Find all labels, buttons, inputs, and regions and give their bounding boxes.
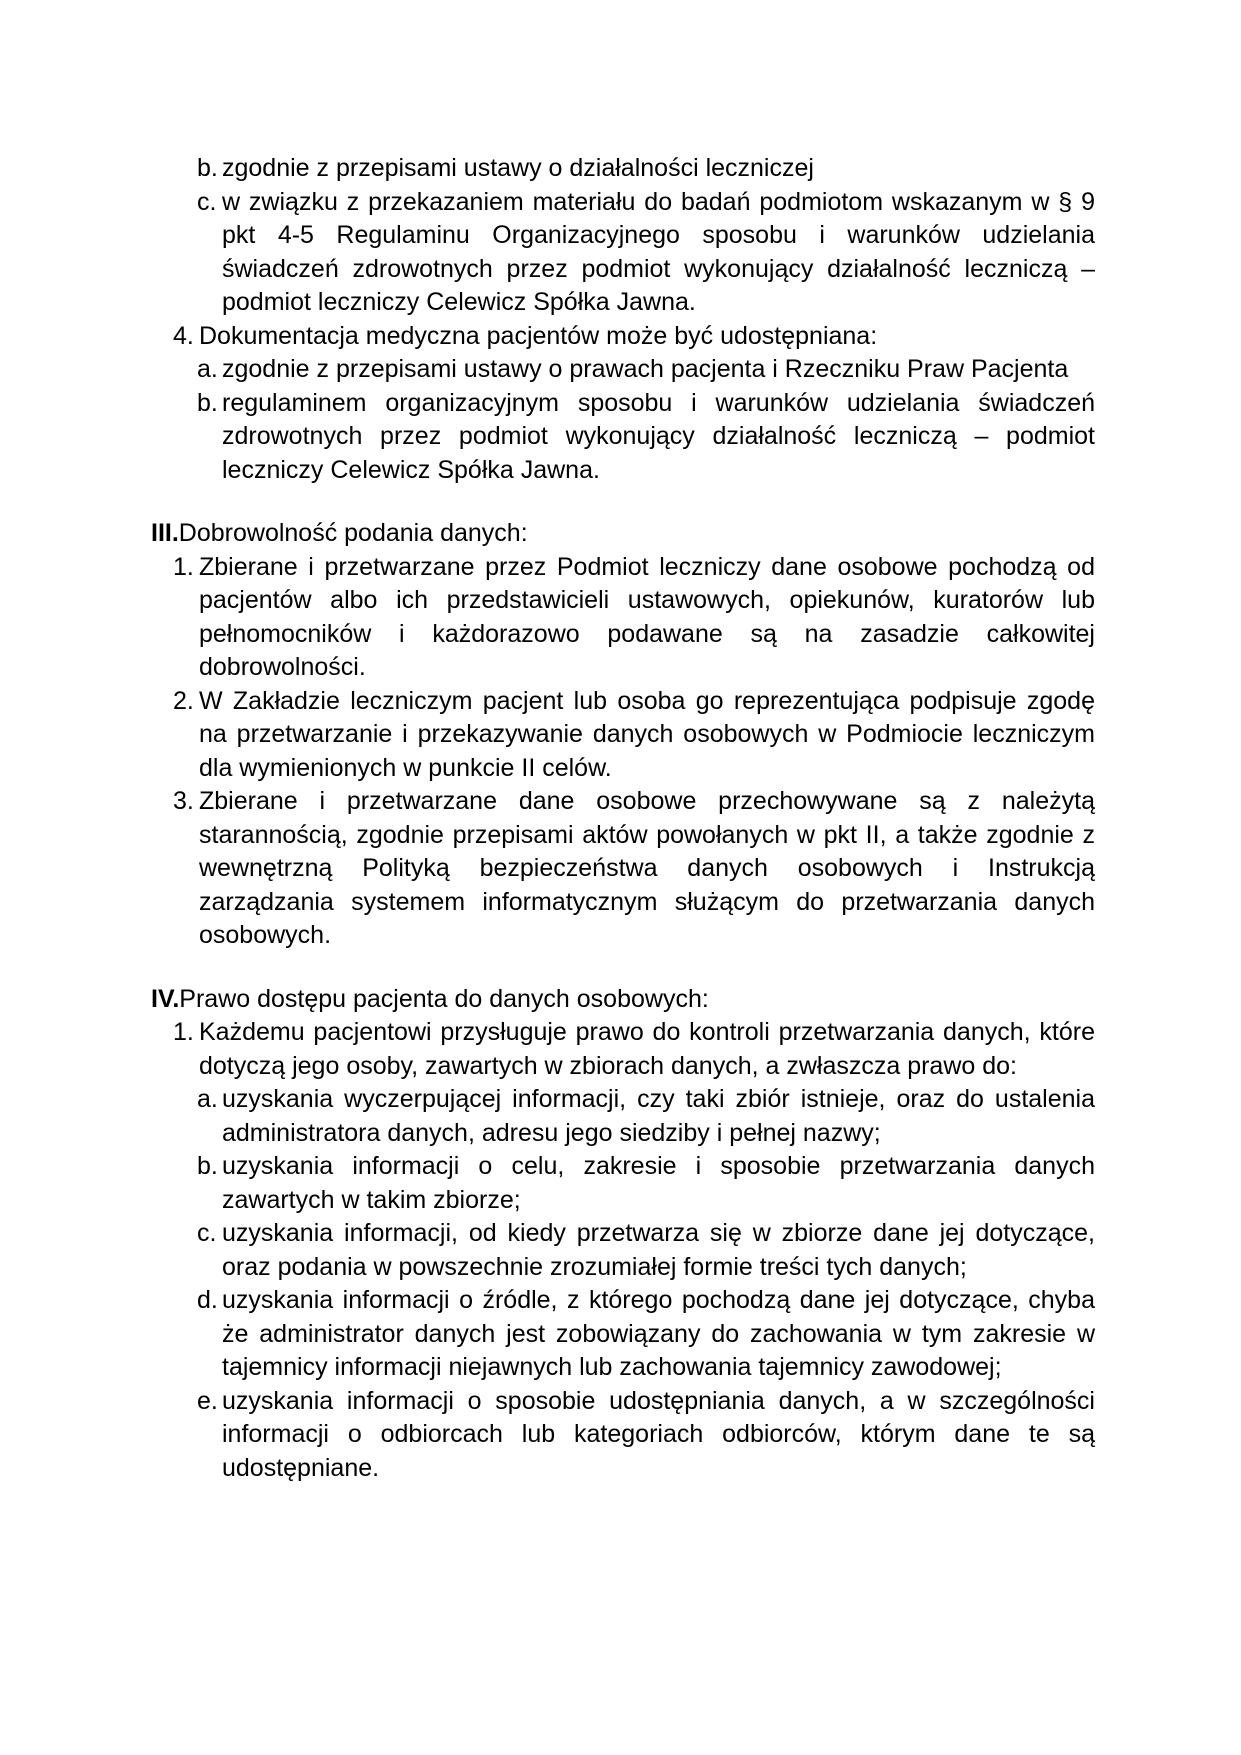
list-item-text: uzyskania informacji, od kiedy przetwarza się w zbiorze dane jej dotyczące, oraz podania w powszechnie zrozumiałej formie treści tych danych; — [222, 1219, 1095, 1281]
list-item-text: Zbierane i przetwarzane przez Podmiot leczniczy dane osobowe pochodzą od pacjentów albo ich przedstawicieli ustawowych, opiekunów, kuratorów lub pełnomocników i każdorazowo podawane są na zasadzie całkowitej dobrowolności. — [199, 552, 1095, 681]
list-item-text: Dokumentacja medyczna pacjentów może być udostępniana: — [199, 321, 878, 350]
list-item-text: uzyskania informacji o sposobie udostępniania danych, a w szczególności informacji o odbiorcach lub kategoriach odbiorców, którym dane te są udostępniane. — [222, 1386, 1095, 1482]
list-marker: b. — [197, 154, 218, 182]
section-heading-iii — [151, 517, 1095, 551]
list-item-b2 — [197, 387, 1095, 488]
list-item-c — [197, 186, 1095, 320]
list-item-text: uzyskania informacji o celu, zakresie i sposobie przetwarzania danych zawartych w takim zbiorze; — [222, 1152, 1095, 1214]
list-item-iv-c — [197, 1217, 1095, 1284]
section-marker: IV. — [151, 984, 180, 1013]
list-marker: a. — [197, 355, 218, 383]
section-heading-text: Prawo dostępu pacjenta do danych osobowych: — [179, 984, 709, 1013]
list-item-text: zgodnie z przepisami ustawy o prawach pacjenta i Rzeczniku Praw Pacjenta — [222, 355, 1069, 383]
list-marker: c. — [197, 187, 217, 216]
section-heading-iv — [151, 983, 1095, 1017]
list-marker: c. — [197, 1219, 217, 1247]
list-item-text: regulaminem organizacyjnym sposobu i warunków udzielania świadczeń zdrowotnych przez podmiot wykonujący działalność leczniczą – podmiot leczniczy Celewicz Spółka Jawna. — [222, 388, 1095, 484]
list-item-iv-d — [197, 1284, 1095, 1385]
list-marker: 3. — [173, 787, 194, 815]
list-item-text: zgodnie z przepisami ustawy o działalności leczniczej — [222, 154, 814, 182]
section-heading-text: Dobrowolność podania danych: — [178, 519, 528, 547]
list-marker: 1. — [173, 1018, 194, 1046]
list-item-text: uzyskania wyczerpującej informacji, czy taki zbiór istnieje, oraz do ustalenia administratora danych, adresu jego siedziby i pełnej nazwy; — [222, 1085, 1095, 1147]
list-marker: d. — [197, 1286, 218, 1314]
list-item-iii-2 — [173, 685, 1095, 786]
list-item-4 — [173, 320, 1095, 354]
list-item-iv-b — [197, 1150, 1095, 1217]
list-item-iii-3 — [173, 785, 1095, 953]
list-marker: b. — [197, 1152, 218, 1180]
list-marker: 1. — [173, 552, 194, 581]
list-marker: a. — [197, 1085, 218, 1113]
list-item-text: W Zakładzie leczniczym pacjent lub osoba go reprezentująca podpisuje zgodę na przetwarzanie i przekazywanie danych osobowych w Podmiocie leczniczym dla wymienionych w punkcie II celów. — [199, 686, 1095, 782]
list-item-text: w związku z przekazaniem materiału do badań podmiotom wskazanym w § 9 pkt 4-5 Regulaminu Organizacyjnego sposobu i warunków udzielania świadczeń zdrowotnych przez podmiot wykonujący działalność leczniczą – podmiot leczniczy Celewicz Spółka Jawna. — [222, 187, 1095, 316]
list-marker: 2. — [173, 686, 194, 715]
list-item-text: Każdemu pacjentowi przysługuje prawo do kontroli przetwarzania danych, które dotyczą jego osoby, zawartych w zbiorach danych, a zwłaszcza prawo do: — [199, 1018, 1095, 1080]
list-item-iii-1 — [173, 551, 1095, 685]
list-item-iv-1 — [173, 1016, 1095, 1083]
section-marker: III. — [151, 519, 179, 547]
list-marker: 4. — [173, 321, 194, 350]
list-item-iv-a — [197, 1083, 1095, 1150]
list-item-a — [197, 353, 1095, 387]
list-item-iv-e — [197, 1385, 1095, 1486]
list-item-text: Zbierane i przetwarzane dane osobowe przechowywane są z należytą starannością, zgodnie przepisami aktów powołanych w pkt II, a także zgodnie z wewnętrzną Polityką bezpieczeństwa danych osobowych i Instrukcją zarządzania systemem informatycznym służącym do przetwarzania danych osobowych. — [199, 787, 1095, 949]
list-marker: e. — [197, 1386, 218, 1415]
list-marker: b. — [197, 388, 218, 417]
list-item-text: uzyskania informacji o źródle, z którego pochodzą dane jej dotyczące, chyba że administrator danych jest zobowiązany do zachowania w tym zakresie w tajemnicy informacji niejawnych lub zachowania tajemnicy zawodowej; — [222, 1286, 1095, 1381]
list-item-b — [197, 152, 1095, 186]
